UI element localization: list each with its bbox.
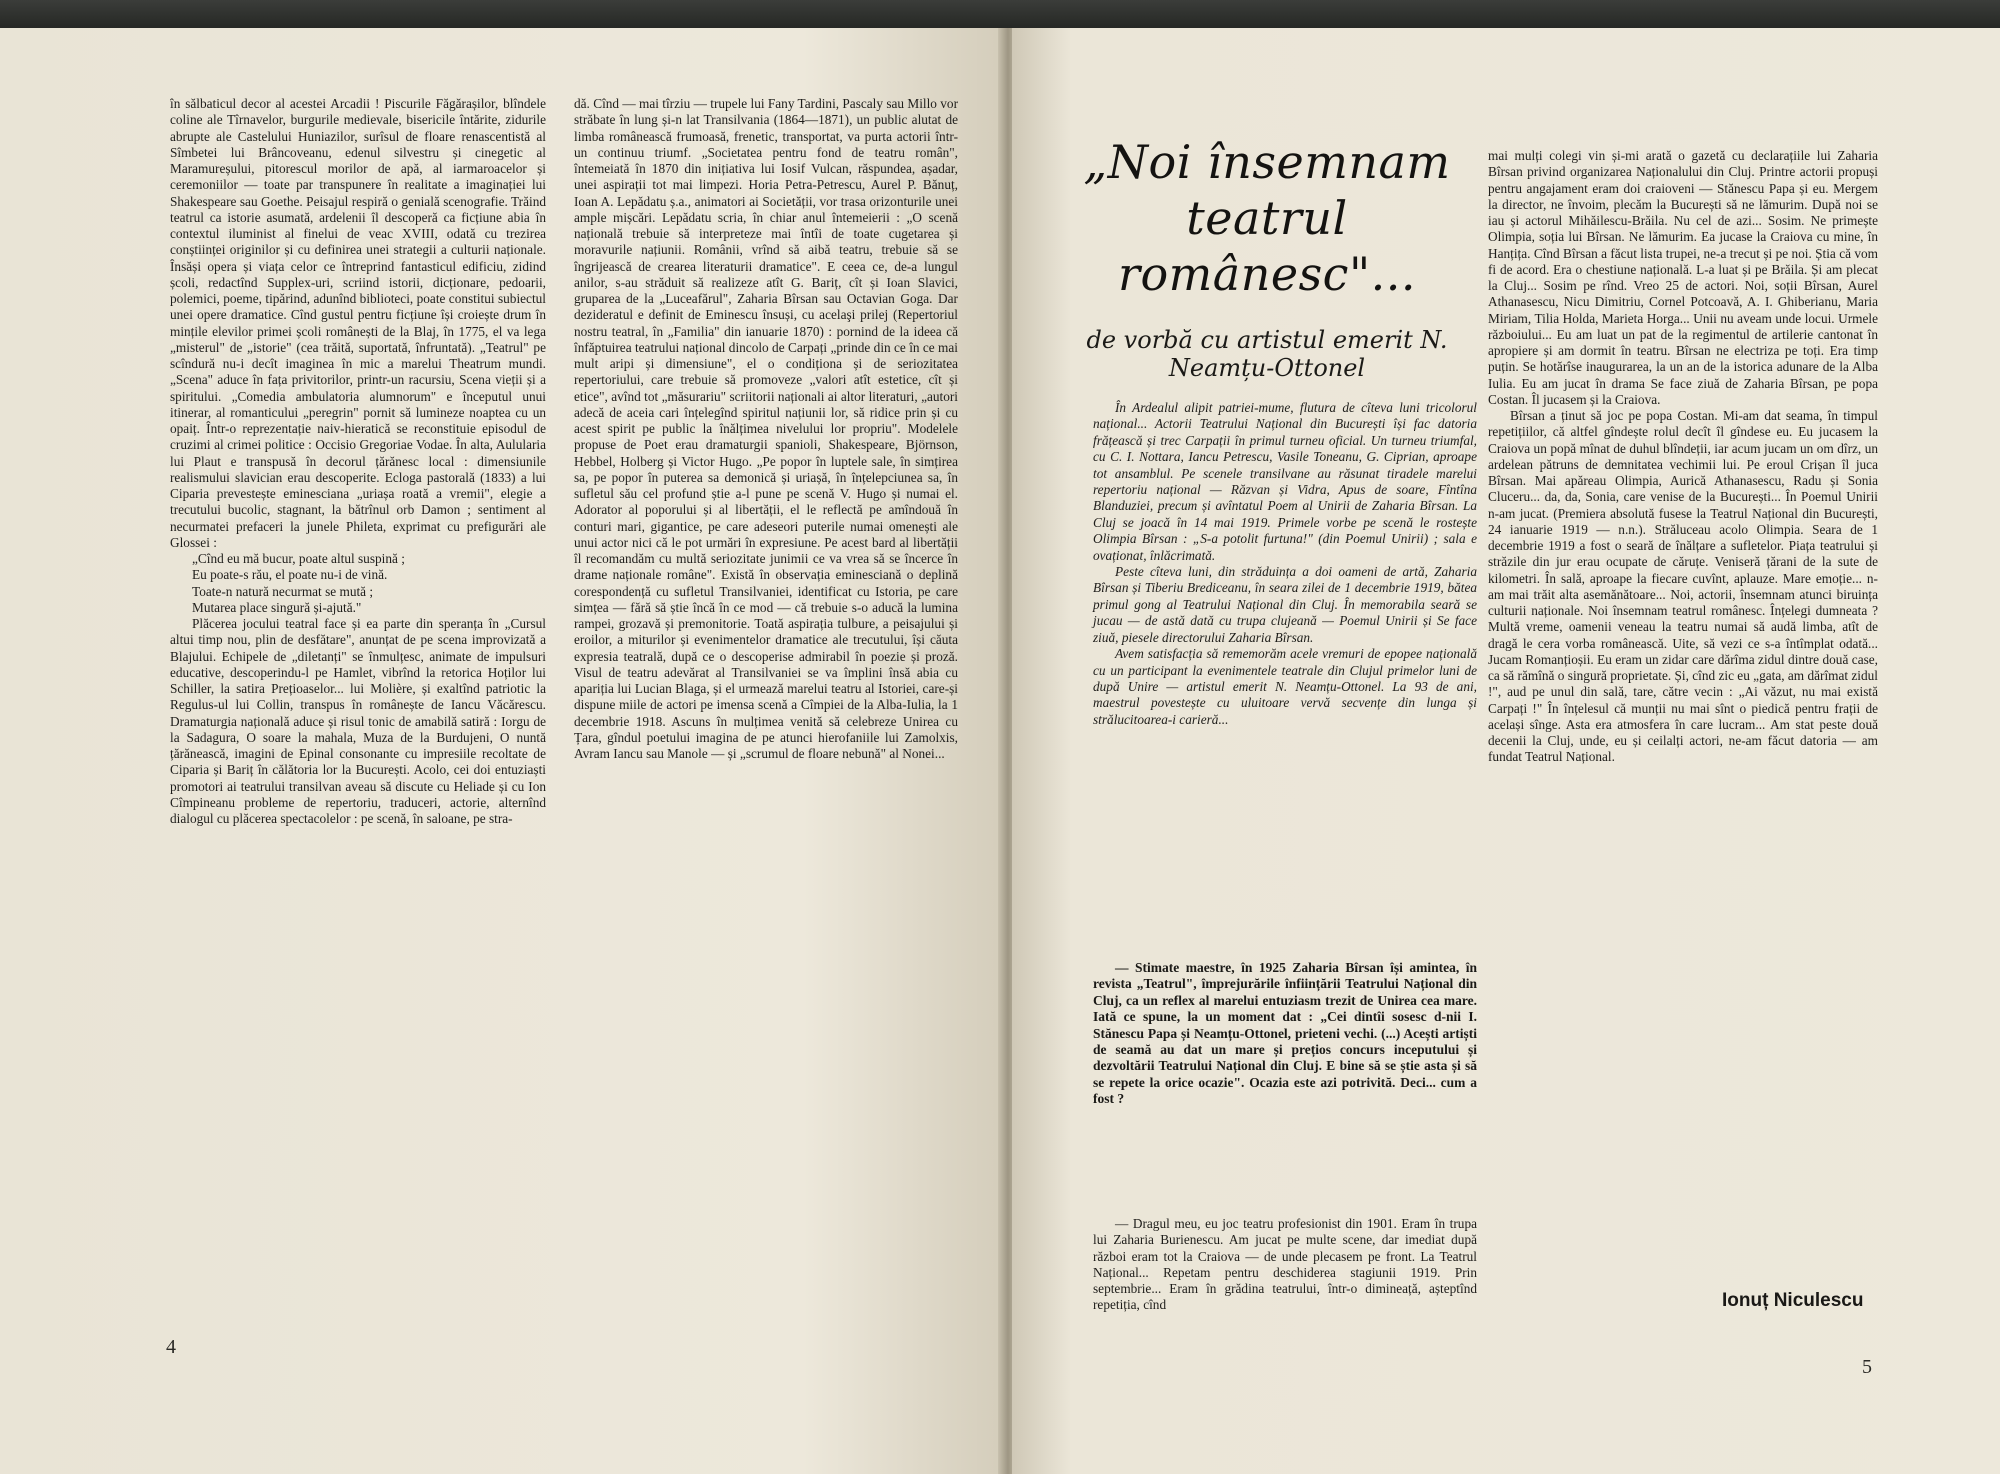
right-page	[1012, 28, 2000, 1474]
left-column-1	[170, 96, 546, 1376]
interview-question	[1093, 960, 1477, 1108]
paragraph: Plăcerea jocului teatral face și ea parte din speranța în „Cursul altui timp nou, plin de desfătare", anunțat de pe scena improvizată a Blajului. Echipele de „diletanți" se înmulțesc, animate de impulsuri educative, descoperindu-l pe Hamlet, vibrînd la retorica Hoților lui Schiller, la satira Prețioaselor... lui Molière, și exaltînd patriotic la Regulus-ul lui Collin, transpus în românește de Iancu Văcărescu. Dramaturgia națională aduce și risul tonic de amabilă satiră : Iorgu de la Sadagura, O soare la mahala, Muza de la Burdujeni, O nuntă țărănească, imagini de Epinal consonante cu impresiile recoltate de Ciparia și Bariț în călătoria lor la București. Acolo, cei doi entuziaști promotori ai teatrului transilvan aveau să discute cu Heliade și cu Ion Cîmpineanu probleme de repertoriu, traduceri, actorie, alternînd dialogul cu plăcerea spectacolelor : pe scenă, în saloane, pe stra-	[170, 616, 546, 826]
answer-paragraph: mai mulți colegi vin și-mi arată o gazetă cu declarațiile lui Zaharia Bîrsan privind organizarea Naționalului din Cluj. Printre actorii propuși pentru angajament eram doi craioveni — Stănescu Papa și eu. Mergem la director, ne învoim, plecăm la București să ne lămurim. După noi se iau și actorul Mihăilescu-Brăila. Nu cel de azi... Sosim. Ne primește Olimpia, soția lui Bîrsan. Ne lămurim. Ea jucase la Craiova cu mine, în Hanțița. Cînd Bîrsan a făcut lista trupei, ne-a trecut și pe noi. Știa că vom fi de acord. Era o chestiune națională. L-a luat și pe Brăila. Și am plecat la Cluj... Sosim pe rînd. Vreo 25 de actori. Noi, soții Bîrsan, Aurel Athanasescu, Nicu Dimitriu, Cornel Potcoavă, A. I. Ghiberianu, Maria Miriam, Tilia Holda, Marieta Horga... Unii nu aveam unde locui. Urmele războiului... Eu am luat un pat de la regimentul de artilerie cantonat în apropiere și am dormit în teatru. Bîrsan ne electriza pe toți. Era timp puțin. Se hotărîse inaugurarea, la un an de la istorica adunare de la Alba Iulia. Eu am jucat în drama Se face ziuă de Zaharia Bîrsan, pe popa Costan. Îl jucasem și la Craiova.	[1488, 148, 1878, 407]
answer-paragraph: Bîrsan a ținut să joc pe popa Costan. Mi-am dat seama, în timpul repetițiilor, că altfel gîndește rolul decît îl gîndese eu. Eu jucasem la Craiova un popă mînat de duhul blîndeții, iar acum jucam un om dîrz, un ardelean pătruns de demnitatea vechimii lui. Pe eroul Crișan îl juca Bîrsan. Mai apăreau Olimpia, Aurică Athanasescu, Radu și Sonia Cluceru... da, da, Sonia, care venise de la București... În Poemul Unirii n-am jucat. (Premiera absolută fusese la Teatrul Național din București, 24 ianuarie 1919 — n.n.). Străluceau acolo Olimpia. Seara de 1 decembrie 1919 a fost o seară de înălțare a sufletelor. Piața teatrului și străzile din jur erau ocupate de căruțe. Veniseră țărani de la sute de kilometri. În sală, aproape la fiecare cuvînt, aplauze. Mare emoție... n-am mai trăit alta asemănătoare... Noi, actorii, însemnam atunci biruința culturii naționale. Noi însemnam teatrul românesc. Înțelegi dumneata ? Multă vreme, oamenii veneau la teatru numai să audă limba, atît de dragă le cera vorba românească. Uite, să vezi ce s-a întîmplat odată... Jucam Romanțioșii. Eu eram un zidar care dărîma zidul dintre două case, ca să rămînă o singură proprietate. Și, cînd zic eu „gata, am dărîmat zidul !", aud pe unul din sală, tare, către vecin : „Ai văzut, nu mai există Carpați !" În înțelesul că munții nu mai sînt o piedică pentru frații de același sînge. Asta era atmosfera în care lucram... Am stat peste două decenii la Cluj, unde, eu și ceilalți actori, ne-am făcut datoria — am fundat Teatrul Național.	[1488, 408, 1878, 765]
question-paragraph: — Stimate maestre, în 1925 Zaharia Bîrsan își amintea, în revista „Teatrul", împrejurările înființării Teatrului Național din Cluj, ca un reflex al marelui entuziasm trezit de Unirea cea mare. Iată ce spune, la un moment dat : „Cei dintîi sosesc d-nii I. Stănescu Papa și Neamțu-Ottonel, prieteni vechi. (...) Acești artiști de seamă au dat un mare și prețios concurs inceputului și dezvoltării Teatrului Național din Cluj. E bine să se știe asta și să se repete la orice ocazie". Ocazia este azi potrivită. Deci... cum a fost ?	[1093, 960, 1477, 1107]
left-page	[0, 28, 1004, 1474]
right-column-2	[1488, 148, 1878, 1298]
intro-paragraph: Avem satisfacția să rememorăm acele vremuri de epopee națională cu un participant la evenimentele teatrale din Clujul primelor luni de după Unire — artistul emerit N. Neamțu-Ottonel. La 93 de ani, maestrul povestește cu uluitoare vervă secvențe din lunga și strălucitoarea-i carieră...	[1093, 646, 1477, 727]
answer-start-column	[1093, 1216, 1477, 1396]
author-signature: Ionuț Niculescu	[1722, 1290, 1864, 1311]
article-subtitle: de vorbă cu artistul emerit N. Neamțu-Ottonel	[1086, 326, 1448, 382]
article-intro	[1093, 400, 1477, 728]
article-heading	[1062, 118, 1472, 382]
paragraph: dă. Cînd — mai tîrziu — trupele lui Fany Tardini, Pascaly sau Millo vor străbate în lung și-n lat Transilvania (1864—1871), un public alutat de limba românească frumoasă, frenetic, transportat, va purta actorii într-un continuu triumf. „Societatea pentru fond de teatru român", întemeiată în 1870 din inițiativa lui Iosif Vulcan, răspundea, așadar, unei aspirații tot mai limpezi. Horia Petra-Petrescu, Aurel P. Bănuț, Ioan A. Lepădatu ș.a., animatori ai Societății, vor trasa orizonturile unei ample mișcări. Lepădatu scria, în chiar anul întemeierii : „O scenă națională trebuie să interpreteze mai întîi de toate cugetarea și moravurile națiunii. Românii, vrînd să aibă teatru, trebuie să se îngrijească de crearea literaturii dramatice". E ceea ce, de-a lungul anilor, s-au străduit să realizeze atît G. Bariț, cît și Ioan Slavici, gruparea de la „Luceafărul", Zaharia Bîrsan sau Octavian Goga. Dar dezideratul e definit de Eminescu însuși, cu acelaşi prilej (Repertoriul nostru teatral, în „Familia" din ianuarie 1870) : pornind de la ideea că înfăptuirea teatrului național dincolo de Carpați „prinde din ce în ce mai mult aripi și dimensiune", el o condiționa și de seriozitatea repertoriului, care trebuie să promoveze „valori atît estetice, cît și etice", avînd tot „măsurariu" scriitorii naționali ai altor literaturi, „autori adecă de aceia cari înțelegînd spiritul națiunii lor, să ridice prin și cu acest spirit pe public la înălțimea nivelului lor propriu". Modelele propuse de Poet erau dramaturgii spanioli, Shakespeare, Björnson, Hebbel, Holberg și Victor Hugo. „Pe popor în luptele sale, în simțirea sa, pe popor în puterea sa demonică și uriașă, în înțelepciunea sa, în sufletul său cel profund știe a-l pune pe scenă V. Hugo și numai el. Adorator al poporului și al libertății, el le reflectă pe amîndouă în conturi mari, gigantice, pe care adeseori puterile numai omenești ale unui actor nici că le pot urmări în expresiune. Pe acest bard al libertății îl recomandăm cu multă seriozitate junimii ce va vrea să se încerce în drame naționale române". Există în observația eminesciană o deplină corespondență cu sufletul Transilvaniei, identificat cu Istoria, pe care simțea — fără să știe încă în ce mod — că trebuie s-o aducă la lumina rampei, grozavă și premonitorie. Toată aspirația tulbure, a peisajului și eroilor, a miturilor și evenimentelor dramatice ale trecutului, își căuta expresia teatrală, după ce o descoperise admirabil în poezie și proză. Visul de teatru adevărat al Transilvaniei se va împlini însă abia cu apariția lui Lucian Blaga, și el urmează marelui teatru al Istoriei, care-și dispune miile de actori pe imensa scenă a Cîmpiei de la Alba-Iulia, la 1 decembrie 1918. Ascuns în mulțimea venită să celebreze Unirea cu Țara, gîndul poetului imagina de pe atunci hierofaniile lui Zamolxis, Avram Iancu sau Manole — și „scrumul de floare nebună" al Nonei...	[574, 96, 958, 761]
magazine-spread	[0, 28, 2000, 1474]
verse-line: Eu poate-s rău, el poate nu-i de vină.	[192, 567, 388, 583]
verse-line: Toate-n natură necurmat se mută ;	[192, 583, 374, 599]
verse-line: „Cînd eu mă bucur, poate altul suspină ;	[192, 551, 405, 566]
page-number-left: 4	[166, 1336, 176, 1358]
scanner-edge	[0, 0, 2000, 30]
intro-paragraph: Peste cîteva luni, din străduința a doi oameni de artă, Zaharia Bîrsan și Tiberiu Brediceanu, în seara zilei de 1 decembrie 1919, bătea primul gong al Teatrului Național din Cluj. În memorabila seară se jucau — de astă dată cu trupa clujeană — Poemul Unirii și Se face ziuă, piesele directorului Zaharia Bîrsan.	[1093, 564, 1477, 645]
article-title: „Noi însemnam teatrul românesc"...	[1083, 135, 1451, 301]
intro-paragraph: În Ardealul alipit patriei-mume, flutura de cîteva luni tricolorul național... Actorii Teatrului Național din București își fac datoria frățească și trec Carpații în primul turneu oficial. Un turneu triumfal, cu C. I. Nottara, Iancu Petrescu, Vasile Toneanu, G. Ciprian, aproape tot ansamblul. Pe scenele transilvane au răsunat tiradele marelui repertoriu național — Răzvan și Vidra, Apus de soare, Fîntîna Blanduziei, precum și avîntatul Poem al Unirii de Zaharia Bîrsan. La Cluj se joacă în 14 mai 1919. Primele vorbe pe scenă le rostește Olimpia Bîrsan : „S-a potolit furtuna!" (din Poemul Unirii) ; sala e ovaționat, înlăcrimată.	[1093, 400, 1477, 563]
page-number-right: 5	[1862, 1356, 1872, 1378]
left-column-2	[574, 96, 958, 1356]
answer-paragraph: — Dragul meu, eu joc teatru profesionist din 1901. Eram în trupa lui Zaharia Burienescu. Am jucat pe multe scene, dar imediat după război eram tot la Craiova — de unde plecasem pe front. La Teatrul Național... Repetam pentru deschiderea stagiunii 1919. Prin septembrie... Eram în grădina teatrului, într-o dimineață, așteptînd repetiția, cînd	[1093, 1216, 1477, 1313]
paragraph: în sălbaticul decor al acestei Arcadii ! Piscurile Făgărașilor, blîndele coline ale Tîrnavelor, burgurile medievale, bisericile întărite, zidurile abrupte ale Castelului Huniazilor, surîsul de floare renascentistă al Sîmbetei lui Brâncoveanu, edenul silvestru și cinegetic al Maramureșului, pitorescul morilor de apă, al iarmaroacelor și ceremoniilor — toate par transpunere în realitate a imaginației lui Shakespeare sau Goethe. Peisajul respiră o genială scenografie. Trăind teatrul ca istorie asumată, ardelenii îl descoperă ca ficțiune abia în contextul iluminist al finelui de veac XVIII, odată cu trezirea conștiinței originilor și cu definirea unei strategii a culturii naționale. Însăși opera și viața celor ce întreprind fantasticul edificiu, zidind școli, redactînd Supplex-uri, scriind istorii, dicționare, pedoarii, polemici, poeme, tipărind, adunînd biblioteci, poate constitui subiectul unei opere dramatice. Cînd gustul pentru ficțiune își croiește drum în mințile elevilor primei școli românești de la Blaj, în 1775, el va lega „misterul" de „istorie" (cea trăită, suportată, înfruntată). „Teatrul" pe scîndură nu-i decît imaginea în mic a marelui Theatrum mundi. „Scena" aduce în fața privitorilor, printr-un racursiu, Scena vieții și a spiritului. „Comedia ambulatoria alumnorum" e începutul unui itinerar, al romanticului „peregrin" pornit să lumineze noaptea cu un opaiț. Într-o reprezentație naiv-hieratică se reconstituie episodul de cruzimi al crimei politice : Occisio Gregoriae Vodae. În alta, Aulularia lui Plaut e transpusă în decorul țărănesc local : dimensiunile realismului slavician erau descoperite. Ecloga pastorală (1833) a lui Ciparia prevestește eminesciana „uriașa roată a vremii", elegie a trecutului bucolic, stagnant, la bătrînul orb Damon ; sentiment al necurmatei prefaceri la junele Phileta, exprimat cu prefigurări ale Glossei :	[170, 96, 546, 550]
verse-line: Mutarea place singură și-ajută."	[192, 599, 362, 615]
